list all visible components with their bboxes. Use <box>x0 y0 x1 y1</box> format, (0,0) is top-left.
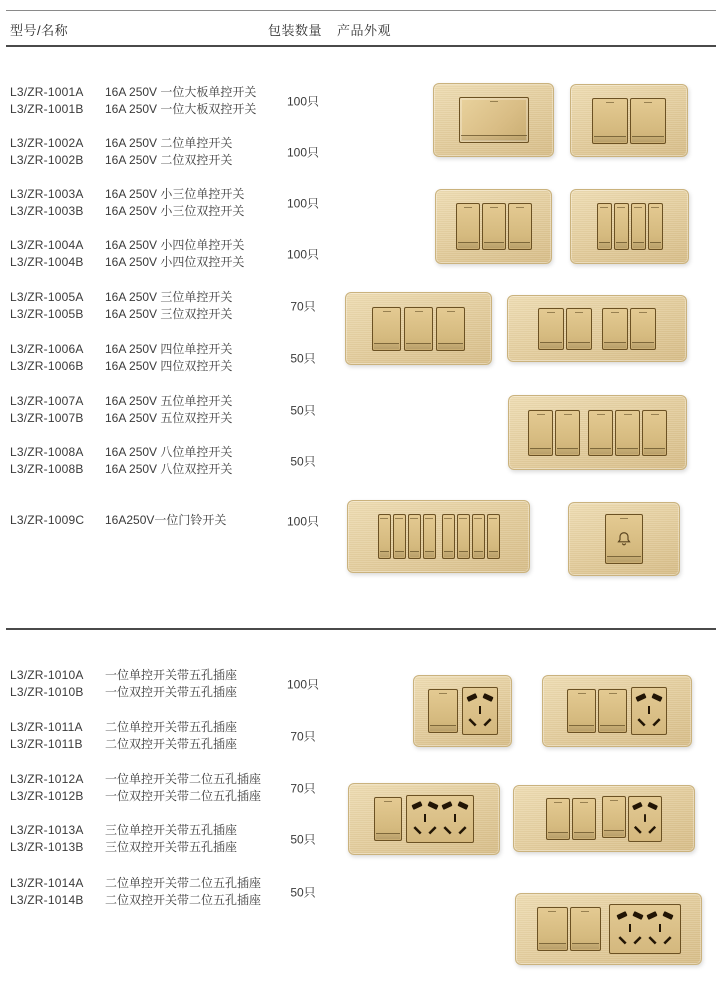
rocker-switch <box>614 203 629 250</box>
five-hole-socket <box>628 796 662 842</box>
five-hole-pins-icon <box>440 796 470 842</box>
rocker-switch <box>572 798 596 840</box>
model-code: L3/ZR-1005A <box>10 290 84 304</box>
package-quantity: 50只 <box>290 454 316 469</box>
model-desc: 16A 250V 二位单控开关 <box>105 136 233 150</box>
rocker-switch <box>602 796 626 838</box>
model-desc: 16A 250V 三位双控开关 <box>105 307 233 321</box>
rocker-switch <box>602 308 628 350</box>
rocker-switch <box>570 907 601 951</box>
rocker-switch <box>457 514 470 559</box>
rocker-switch <box>378 514 391 559</box>
model-code: L3/ZR-1007B <box>10 411 84 425</box>
rocker-switch <box>538 308 564 350</box>
rocker-switch <box>648 203 663 250</box>
rocker-switch <box>472 514 485 559</box>
column-header-appearance: 产品外观 <box>337 23 392 38</box>
model-code: L3/ZR-1012B <box>10 789 84 803</box>
model-code: L3/ZR-1006A <box>10 342 84 356</box>
rocker-switch <box>436 307 465 351</box>
package-quantity: 100只 <box>286 196 320 211</box>
model-code: L3/ZR-1002A <box>10 136 84 150</box>
plate-5gang-switch <box>508 395 687 470</box>
rocker-switch <box>588 410 613 456</box>
model-desc: 二位单控开关带五孔插座 <box>105 720 238 734</box>
rocker-switch <box>508 203 532 250</box>
package-quantity: 70只 <box>290 299 316 314</box>
model-desc: 16A 250V 五位双控开关 <box>105 411 233 425</box>
double-five-hole-socket <box>609 904 681 954</box>
model-code: L3/ZR-1010B <box>10 685 84 699</box>
package-quantity: 70只 <box>290 729 316 744</box>
model-desc: 16A 250V 八位单控开关 <box>105 445 233 459</box>
model-desc: 一位单控开关带二位五孔插座 <box>105 772 262 786</box>
model-code: L3/ZR-1010A <box>10 668 84 682</box>
rocker-switch <box>428 689 458 733</box>
model-desc: 16A 250V 一位大板单控开关 <box>105 85 257 99</box>
plate-1switch-2socket <box>348 783 500 855</box>
plate-doorbell-switch <box>568 502 680 576</box>
doorbell-bell-icon <box>614 529 634 549</box>
model-desc: 三位双控开关带五孔插座 <box>105 840 238 854</box>
model-code: L3/ZR-1013B <box>10 840 84 854</box>
rocker-switch <box>459 97 529 143</box>
plate-1switch-1socket <box>413 675 512 747</box>
model-desc: 16A 250V 二位双控开关 <box>105 153 233 167</box>
rocker-switch <box>442 514 455 559</box>
model-desc: 二位单控开关带二位五孔插座 <box>105 876 262 890</box>
rocker-switch <box>487 514 500 559</box>
model-code: L3/ZR-1004B <box>10 255 84 269</box>
rocker-switch <box>630 308 656 350</box>
rocker-switch <box>393 514 406 559</box>
five-hole-pins-icon <box>465 688 495 734</box>
plate-3gang-small-switch <box>435 189 552 264</box>
model-desc: 16A 250V 五位单控开关 <box>105 394 233 408</box>
rocker-switch <box>592 98 628 144</box>
model-desc: 一位单控开关带五孔插座 <box>105 668 238 682</box>
rocker-switch <box>423 514 436 559</box>
plate-8gang-switch <box>347 500 530 573</box>
rocker-switch <box>482 203 506 250</box>
rocker-switch <box>546 798 570 840</box>
section-divider-rule <box>6 628 716 630</box>
rocker-switch <box>615 410 640 456</box>
rocker-switch <box>631 203 646 250</box>
rocker-switch <box>528 410 553 456</box>
rocker-switch <box>642 410 667 456</box>
model-code: L3/ZR-1008A <box>10 445 84 459</box>
header-underline-rule <box>6 45 716 47</box>
rocker-switch <box>630 98 666 144</box>
model-desc: 一位双控开关带五孔插座 <box>105 685 238 699</box>
package-quantity: 50只 <box>290 403 316 418</box>
model-desc: 16A 250V 三位单控开关 <box>105 290 233 304</box>
five-hole-socket <box>631 687 667 735</box>
model-desc: 16A 250V 四位单控开关 <box>105 342 233 356</box>
top-rule <box>6 10 716 11</box>
plate-2gang-switch <box>570 84 688 157</box>
column-header-model: 型号/名称 <box>10 23 69 38</box>
model-desc: 16A 250V 小四位双控开关 <box>105 255 245 269</box>
package-quantity: 50只 <box>290 351 316 366</box>
model-code: L3/ZR-1013A <box>10 823 84 837</box>
model-code: L3/ZR-1014A <box>10 876 84 890</box>
rocker-switch <box>372 307 401 351</box>
five-hole-pins-icon <box>630 797 660 841</box>
rocker-switch <box>374 797 402 841</box>
five-hole-pins-icon <box>645 906 675 952</box>
model-desc: 二位双控开关带五孔插座 <box>105 737 238 751</box>
model-code: L3/ZR-1001A <box>10 85 84 99</box>
model-code: L3/ZR-1003A <box>10 187 84 201</box>
model-code: L3/ZR-1007A <box>10 394 84 408</box>
model-desc: 16A 250V 小三位单控开关 <box>105 187 245 201</box>
column-header-quantity: 包装数量 <box>268 23 323 38</box>
model-code: L3/ZR-1002B <box>10 153 84 167</box>
five-hole-socket <box>462 687 498 735</box>
package-quantity: 70只 <box>290 781 316 796</box>
model-desc: 16A250V一位门铃开关 <box>105 513 227 527</box>
model-code: L3/ZR-1009C <box>10 513 85 527</box>
model-code: L3/ZR-1003B <box>10 204 84 218</box>
model-desc: 16A 250V 小三位双控开关 <box>105 204 245 218</box>
model-code: L3/ZR-1012A <box>10 772 84 786</box>
package-quantity: 50只 <box>290 832 316 847</box>
package-quantity: 100只 <box>286 677 320 692</box>
package-quantity: 100只 <box>286 514 320 528</box>
plate-3switch-1socket <box>513 785 695 852</box>
model-code: L3/ZR-1004A <box>10 238 84 252</box>
model-desc: 一位双控开关带二位五孔插座 <box>105 789 262 803</box>
model-desc: 16A 250V 四位双控开关 <box>105 359 233 373</box>
model-code: L3/ZR-1005B <box>10 307 84 321</box>
rocker-switch <box>404 307 433 351</box>
rocker-switch <box>408 514 421 559</box>
plate-4gang-switch <box>507 295 687 362</box>
rocker-switch <box>537 907 568 951</box>
model-desc: 三位单控开关带五孔插座 <box>105 823 238 837</box>
plate-4gang-small-switch <box>570 189 689 264</box>
package-quantity: 100只 <box>286 94 320 109</box>
five-hole-pins-icon <box>615 906 645 952</box>
model-desc: 16A 250V 小四位单控开关 <box>105 238 245 252</box>
rocker-switch <box>598 689 627 733</box>
package-quantity: 100只 <box>286 247 320 262</box>
model-code: L3/ZR-1006B <box>10 359 84 373</box>
model-code: L3/ZR-1001B <box>10 102 84 116</box>
rocker-switch <box>566 308 592 350</box>
doorbell-rocker <box>605 514 643 564</box>
rocker-switch <box>567 689 596 733</box>
model-code: L3/ZR-1008B <box>10 462 84 476</box>
rocker-switch <box>456 203 480 250</box>
model-desc: 16A 250V 一位大板双控开关 <box>105 102 257 116</box>
rocker-switch <box>555 410 580 456</box>
model-code: L3/ZR-1014B <box>10 893 84 907</box>
model-code: L3/ZR-1011B <box>10 737 83 751</box>
plate-2switch-2socket <box>515 893 702 965</box>
plate-2switch-1socket <box>542 675 692 747</box>
five-hole-pins-icon <box>634 688 664 734</box>
model-code: L3/ZR-1011A <box>10 720 83 734</box>
model-desc: 二位双控开关带二位五孔插座 <box>105 893 262 907</box>
model-desc: 16A 250V 八位双控开关 <box>105 462 233 476</box>
package-quantity: 50只 <box>290 885 316 900</box>
plate-3gang-switch <box>345 292 492 365</box>
plate-1gang-large-switch <box>433 83 554 157</box>
double-five-hole-socket <box>406 795 474 843</box>
five-hole-pins-icon <box>410 796 440 842</box>
package-quantity: 100只 <box>286 145 320 160</box>
rocker-switch <box>597 203 612 250</box>
